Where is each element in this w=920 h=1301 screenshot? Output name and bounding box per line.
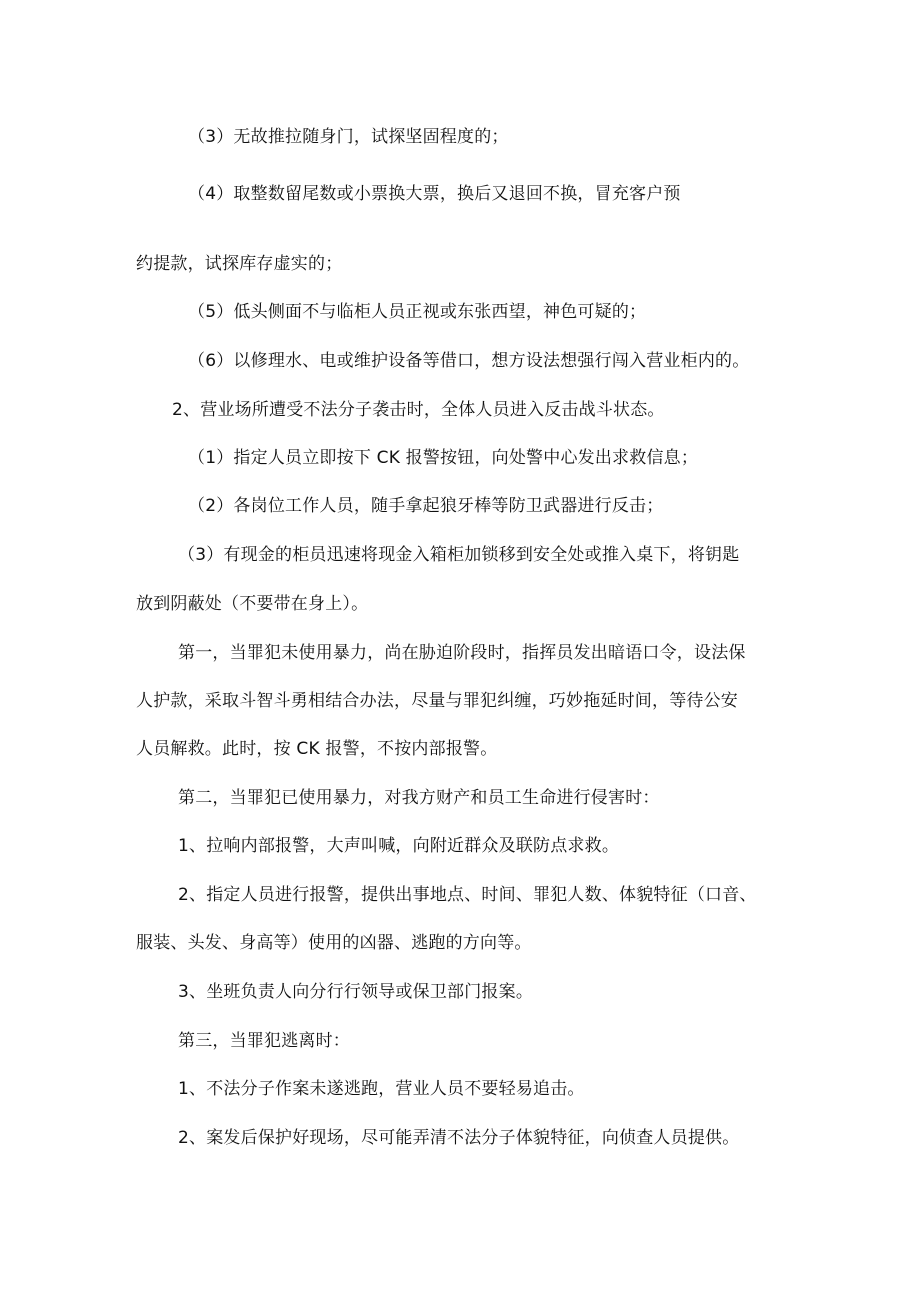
section-2-item-2: （2）各岗位工作人员，随手拿起狼牙棒等防卫武器进行反击； xyxy=(188,496,664,516)
second-item-2-continuation: 服装、头发、身高等）使用的凶器、逃跑的方向等。 xyxy=(136,933,532,953)
list-item-4-continuation: 约提款，试探库存虚实的； xyxy=(136,254,343,274)
third-item-1: 1、不法分子作案未遂逃跑，营业人员不要轻易追击。 xyxy=(178,1079,585,1099)
second-item-2: 2、指定人员进行报警，提供出事地点、时间、罪犯人数、体貌特征（口音、 xyxy=(178,885,757,905)
section-2-item-1: （1）指定人员立即按下 CK 报警按钮，向处警中心发出求救信息； xyxy=(188,448,699,468)
paragraph-first-line-3: 人员解救。此时，按 CK 报警，不按内部报警。 xyxy=(136,739,498,759)
list-item-5: （5）低头侧面不与临柜人员正视或东张西望，神色可疑的； xyxy=(188,302,647,322)
list-item-6: （6）以修理水、电或维护设备等借口，想方设法想强行闯入营业柜内的。 xyxy=(188,351,750,371)
second-item-3: 3、坐班负责人向分行行领导或保卫部门报案。 xyxy=(178,982,534,1002)
second-item-1: 1、拉响内部报警，大声叫喊，向附近群众及联防点求救。 xyxy=(178,836,620,856)
section-2-heading: 2、营业场所遭受不法分子袭击时，全体人员进入反击战斗状态。 xyxy=(172,400,665,420)
section-2-item-3-continuation: 放到阴蔽处（不要带在身上）。 xyxy=(136,594,369,614)
paragraph-second: 第二，当罪犯已使用暴力，对我方财产和员工生命进行侵害时： xyxy=(178,788,660,808)
paragraph-third: 第三，当罪犯逃离时： xyxy=(178,1031,350,1051)
paragraph-first-line-2: 人护款，采取斗智斗勇相结合办法，尽量与罪犯纠缠，巧妙拖延时间，等待公安 xyxy=(136,691,738,711)
paragraph-first-line-1: 第一，当罪犯未使用暴力，尚在胁迫阶段时，指挥员发出暗语口令，设法保 xyxy=(178,643,746,663)
list-item-3: （3）无故推拉随身门，试探坚固程度的； xyxy=(188,127,509,147)
third-item-2: 2、案发后保护好现场，尽可能弄清不法分子体貌特征，向侦查人员提供。 xyxy=(178,1128,740,1148)
list-item-4: （4）取整数留尾数或小票换大票，换后又退回不换，冒充客户预 xyxy=(188,184,681,204)
section-2-item-3: （3）有现金的柜员迅速将现金入箱柜加锁移到安全处或推入桌下，将钥匙 xyxy=(178,545,740,565)
